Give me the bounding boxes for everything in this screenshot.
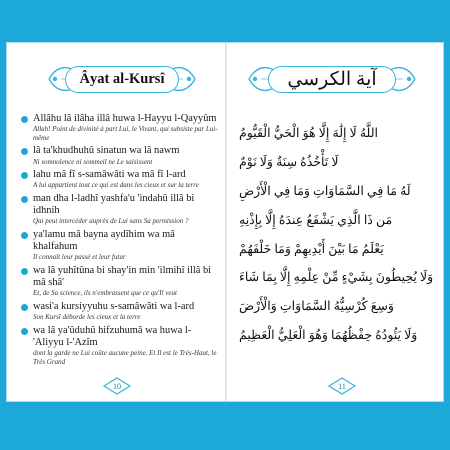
verse-translation: Son Kursî déborde les cieux et la terre [33, 313, 141, 322]
verse-item [21, 301, 219, 322]
verse-transliteration: wa lâ ya'ûduhû hifzuhumâ wa huwa l-'Aliyyu l-'Azîm [33, 324, 192, 348]
bullet-icon [21, 328, 28, 335]
bullet-icon [21, 304, 28, 311]
verse-transliteration: man dha l-ladhî yashfa'u 'indahû illâ bi idhnih [33, 192, 195, 217]
verse-translation: Ni somnolence ni sommeil ne Le saisissent [33, 157, 153, 166]
left-page-number-text: 10 [113, 381, 121, 391]
bullet-icon [21, 268, 28, 275]
verse-item [21, 169, 219, 190]
arabic-line: يَعْلَمُ مَا بَيْنَ أَيْدِيهِمْ وَمَا خَلْفَهُمْ [239, 241, 384, 256]
verse-item [21, 193, 219, 226]
right-page-title: آية الكرسي [268, 66, 395, 93]
verse-translation: Qui peut intercéder auprès de Lui sans Sa permission ? [33, 217, 189, 226]
book-spread [6, 42, 444, 402]
verse-transliteration: wasi'a kursiyyuhu s-samâwâti wa l-ard [33, 300, 195, 312]
transliteration-list [21, 113, 219, 369]
verse-transliteration: wa lâ yuhîtûna bi shay'in min 'ilmihî illâ bi mâ shâ' [33, 264, 212, 289]
arabic-line: وَلَا يُحِيطُونَ بِشَيْءٍ مِّنْ عِلْمِهِ إِلَّا بِمَا شَاءَ [239, 270, 434, 285]
bullet-icon [21, 116, 28, 123]
verse-transliteration: ya'lamu mâ bayna aydîhim wa mâ khalfahum [33, 228, 175, 253]
verse-item [21, 113, 219, 142]
right-page-number-text: 11 [338, 381, 346, 391]
arabic-text-block [239, 119, 434, 349]
arabic-line: وَسِعَ كُرْسِيُّهُ السَّمَاوَاتِ وَالْأَرْضَ [239, 299, 394, 314]
bullet-icon [21, 196, 28, 203]
verse-transliteration: Allâhu lâ ilâha illâ huwa l-Hayyu l-Qayyûm [33, 113, 217, 124]
bullet-icon [21, 172, 28, 179]
left-page-title: Âyat al-Kursî [65, 66, 180, 93]
left-page [7, 43, 225, 401]
left-title-banner [47, 59, 197, 99]
right-page [227, 43, 445, 401]
verse-item [21, 325, 219, 367]
bullet-icon [21, 148, 28, 155]
verse-item [21, 265, 219, 298]
arabic-line: لَا تَأْخُذُهُ سِنَةٌ وَلَا نَوْمٌ [239, 155, 339, 170]
verse-translation: Et, de Sa science, ils n'embrassent que ce qu'Il veut [33, 289, 177, 298]
arabic-line: لَهُ مَا فِي السَّمَاوَاتِ وَمَا فِي الْأَرْضِ [239, 183, 411, 198]
verse-transliteration: lahu mâ fî s-samâwâti wa mâ fî l-ard [33, 169, 186, 181]
verse-translation: Il connaît leur passé et leur futur [33, 253, 126, 262]
verse-item [21, 229, 219, 262]
verse-translation: A lui appartient tout ce qui est dans les cieux et sur la terre [33, 181, 199, 190]
left-page-number [102, 377, 132, 395]
verse-translation: Allah! Point de divinité à part Lui, le Vivant, qui subsiste par Lui-même [33, 125, 218, 142]
right-page-number [327, 377, 357, 395]
bullet-icon [21, 232, 28, 239]
right-title-banner [247, 59, 417, 99]
arabic-line: وَلَا يَئُودُهُ حِفْظُهُمَا وَهُوَ الْعَلِيُّ الْعَظِيمُ [239, 327, 418, 342]
verse-translation: dont la garde ne Lui coûte aucune peine. Et Il est le Très-Haut, le Très Grand [33, 349, 217, 366]
arabic-line: مَن ذَا الَّذِي يَشْفَعُ عِندَهُ إِلَّا بِإِذْنِهِ [239, 212, 393, 227]
verse-transliteration: lâ ta'khudhuhû sinatun wa lâ nawm [33, 145, 180, 157]
arabic-line: اللَّهُ لَا إِلَٰهَ إِلَّا هُوَ الْحَيُّ الْقَيُّومُ [239, 126, 378, 141]
verse-item [21, 145, 219, 166]
